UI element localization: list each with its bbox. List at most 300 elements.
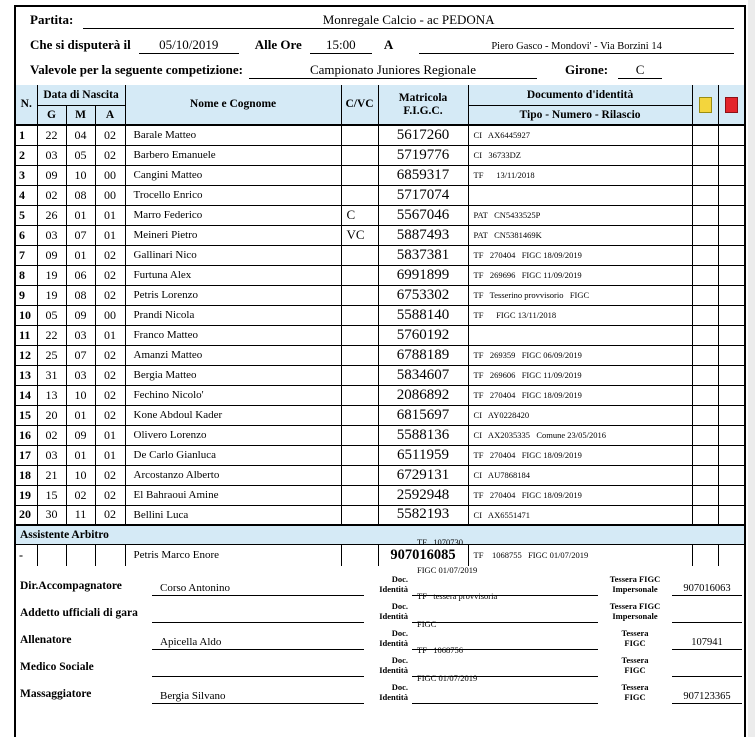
player-matricola: 6991899 bbox=[378, 265, 468, 285]
player-number: 3 bbox=[16, 165, 37, 185]
player-document: CI AX2035335 Comune 23/05/2016 bbox=[468, 425, 692, 445]
staff-doc-label-line1: Doc. bbox=[391, 574, 408, 585]
staff-tessera-label-line2: FIGC bbox=[624, 664, 646, 675]
col-header-day: G bbox=[37, 105, 66, 125]
player-row bbox=[16, 185, 744, 205]
assistant-section-row bbox=[16, 525, 744, 544]
player-row bbox=[16, 405, 744, 425]
player-yellow-card-cell bbox=[692, 185, 718, 205]
staff-tessera-label-line2: Impersonale bbox=[612, 583, 658, 594]
staff-role-label: Dir.Accompagnatore bbox=[20, 580, 122, 592]
player-document: CI AX6445927 bbox=[468, 125, 692, 145]
staff-tessera-field: 907123365 bbox=[672, 691, 742, 704]
player-captain-flag bbox=[341, 505, 378, 525]
player-number: 4 bbox=[16, 185, 37, 205]
player-red-card-cell bbox=[718, 505, 744, 525]
player-name: Bellini Luca bbox=[125, 505, 341, 525]
player-birth-year: 02 bbox=[95, 125, 125, 145]
player-birth-year: 01 bbox=[95, 325, 125, 345]
player-birth-year: 02 bbox=[95, 145, 125, 165]
player-red-card-cell bbox=[718, 345, 744, 365]
player-document: TF 13/11/2018 bbox=[468, 165, 692, 185]
player-document: CI AU7868184 bbox=[468, 465, 692, 485]
assistant-red-card-cell bbox=[718, 544, 744, 566]
staff-name-field: Apicella Aldo bbox=[152, 636, 364, 650]
player-row bbox=[16, 385, 744, 405]
staff-doc-label bbox=[364, 683, 412, 704]
player-number: 11 bbox=[16, 325, 37, 345]
player-captain-flag bbox=[341, 305, 378, 325]
player-birth-day: 31 bbox=[37, 365, 66, 385]
player-birth-year: 02 bbox=[95, 245, 125, 265]
player-birth-month: 02 bbox=[66, 485, 95, 505]
player-name: Barale Matteo bbox=[125, 125, 341, 145]
col-header-number: N. bbox=[16, 85, 37, 125]
player-red-card-cell bbox=[718, 365, 744, 385]
player-row bbox=[16, 205, 744, 225]
player-row bbox=[16, 265, 744, 285]
col-header-name: Nome e Cognome bbox=[125, 85, 341, 125]
player-birth-day: 30 bbox=[37, 505, 66, 525]
player-birth-month: 09 bbox=[66, 425, 95, 445]
player-red-card-cell bbox=[718, 225, 744, 245]
staff-doc-value-line2: FIGC 01/07/2019 bbox=[417, 564, 478, 575]
staff-tessera-label bbox=[598, 656, 672, 677]
player-number: 15 bbox=[16, 405, 37, 425]
player-matricola: 2592948 bbox=[378, 485, 468, 505]
player-birth-month: 06 bbox=[66, 265, 95, 285]
player-matricola: 6815697 bbox=[378, 405, 468, 425]
player-red-card-cell bbox=[718, 145, 744, 165]
col-header-captain: C/VC bbox=[341, 85, 378, 125]
player-birth-year: 02 bbox=[95, 505, 125, 525]
player-birth-day: 20 bbox=[37, 405, 66, 425]
at-label: A bbox=[383, 37, 394, 52]
player-birth-year: 02 bbox=[95, 485, 125, 505]
time-value: 15:00 bbox=[310, 37, 372, 54]
player-birth-year: 02 bbox=[95, 385, 125, 405]
matricola-header-line2: F.I.G.C. bbox=[403, 104, 443, 117]
player-matricola: 5588140 bbox=[378, 305, 468, 325]
staff-name-field: Corso Antonino bbox=[152, 582, 364, 596]
player-row bbox=[16, 245, 744, 265]
staff-tessera-label bbox=[598, 629, 672, 650]
player-birth-day: 03 bbox=[37, 445, 66, 465]
staff-name-field bbox=[152, 609, 364, 623]
player-name: De Carlo Gianluca bbox=[125, 445, 341, 465]
player-matricola: 6511959 bbox=[378, 445, 468, 465]
player-birth-month: 10 bbox=[66, 465, 95, 485]
player-birth-year: 02 bbox=[95, 285, 125, 305]
player-red-card-cell bbox=[718, 445, 744, 465]
staff-tessera-label-line1: Tessera bbox=[621, 628, 649, 639]
staff-name-field: Bergia Silvano bbox=[152, 690, 364, 704]
assistant-document: TF 1068755 FIGC 01/07/2019 bbox=[468, 544, 692, 566]
player-captain-flag bbox=[341, 385, 378, 405]
player-row bbox=[16, 465, 744, 485]
player-number: 10 bbox=[16, 305, 37, 325]
girone-label: Girone: bbox=[565, 62, 609, 77]
player-row bbox=[16, 325, 744, 345]
player-captain-flag bbox=[341, 345, 378, 365]
player-document: CI 36733DZ bbox=[468, 145, 692, 165]
assistant-yellow-card-cell bbox=[692, 544, 718, 566]
player-name: Fechino Nicolo' bbox=[125, 385, 341, 405]
player-birth-day: 21 bbox=[37, 465, 66, 485]
player-yellow-card-cell bbox=[692, 465, 718, 485]
player-yellow-card-cell bbox=[692, 365, 718, 385]
staff-tessera-label-line1: Tessera FIGC bbox=[609, 574, 661, 585]
staff-role-label: Addetto ufficiali di gara bbox=[20, 607, 138, 619]
assistant-birth-month bbox=[66, 544, 95, 566]
player-yellow-card-cell bbox=[692, 405, 718, 425]
player-yellow-card-cell bbox=[692, 165, 718, 185]
assistant-captain-flag bbox=[341, 544, 378, 566]
player-row bbox=[16, 365, 744, 385]
player-birth-year: 02 bbox=[95, 365, 125, 385]
player-captain-flag bbox=[341, 165, 378, 185]
player-birth-year: 02 bbox=[95, 345, 125, 365]
player-matricola: 5567046 bbox=[378, 205, 468, 225]
player-row bbox=[16, 145, 744, 165]
player-birth-month: 01 bbox=[66, 405, 95, 425]
player-document: TF 270404 FIGC 18/09/2019 bbox=[468, 445, 692, 465]
player-document: PAT CN5433525P bbox=[468, 205, 692, 225]
player-row bbox=[16, 445, 744, 465]
col-header-yellow-card bbox=[692, 85, 718, 125]
player-document: TF 269606 FIGC 11/09/2019 bbox=[468, 365, 692, 385]
player-yellow-card-cell bbox=[692, 505, 718, 525]
player-matricola: 6788189 bbox=[378, 345, 468, 365]
col-header-matricola bbox=[378, 85, 468, 125]
player-name: Franco Matteo bbox=[125, 325, 341, 345]
player-red-card-cell bbox=[718, 285, 744, 305]
staff-doc-value-line1: TF 1068756 bbox=[417, 644, 464, 655]
staff-tessera-label bbox=[598, 575, 672, 596]
player-document bbox=[468, 185, 692, 205]
player-matricola: 5837381 bbox=[378, 245, 468, 265]
staff-doc-field bbox=[412, 627, 598, 704]
player-number: 16 bbox=[16, 425, 37, 445]
assistant-number: - bbox=[16, 544, 37, 566]
player-row bbox=[16, 305, 744, 325]
player-matricola: 5717074 bbox=[378, 185, 468, 205]
player-document: TF 269359 FIGC 06/09/2019 bbox=[468, 345, 692, 365]
player-captain-flag bbox=[341, 245, 378, 265]
date-value: 05/10/2019 bbox=[139, 37, 239, 54]
player-yellow-card-cell bbox=[692, 445, 718, 465]
assistant-birth-day bbox=[37, 544, 66, 566]
player-document: TF 270404 FIGC 18/09/2019 bbox=[468, 245, 692, 265]
player-name: Olivero Lorenzo bbox=[125, 425, 341, 445]
player-name: Amanzi Matteo bbox=[125, 345, 341, 365]
player-captain-flag bbox=[341, 465, 378, 485]
player-birth-month: 03 bbox=[66, 325, 95, 345]
player-number: 18 bbox=[16, 465, 37, 485]
player-birth-day: 15 bbox=[37, 485, 66, 505]
staff-role-label: Massaggiatore bbox=[20, 688, 92, 700]
player-yellow-card-cell bbox=[692, 205, 718, 225]
staff-doc-value-line2: FIGC 01/07/2019 bbox=[417, 672, 478, 683]
player-red-card-cell bbox=[718, 205, 744, 225]
player-captain-flag bbox=[341, 485, 378, 505]
time-label: Alle Ore bbox=[254, 37, 302, 52]
staff-doc-label-line1: Doc. bbox=[391, 601, 408, 612]
player-number: 12 bbox=[16, 345, 37, 365]
player-yellow-card-cell bbox=[692, 225, 718, 245]
player-red-card-cell bbox=[718, 325, 744, 345]
staff-name-field bbox=[152, 663, 364, 677]
col-header-document: Documento d'identità bbox=[468, 85, 692, 105]
staff-tessera-label-line1: Tessera FIGC bbox=[609, 601, 661, 612]
player-name: Arcostanzo Alberto bbox=[125, 465, 341, 485]
staff-doc-label-line1: Doc. bbox=[391, 655, 408, 666]
player-name: Bergia Matteo bbox=[125, 365, 341, 385]
staff-doc-label bbox=[364, 629, 412, 650]
player-birth-year: 01 bbox=[95, 445, 125, 465]
staff-tessera-field bbox=[672, 610, 742, 623]
col-header-month: M bbox=[66, 105, 95, 125]
player-captain-flag bbox=[341, 445, 378, 465]
player-number: 5 bbox=[16, 205, 37, 225]
player-birth-month: 07 bbox=[66, 225, 95, 245]
player-row bbox=[16, 485, 744, 505]
player-red-card-cell bbox=[718, 265, 744, 285]
player-birth-year: 00 bbox=[95, 185, 125, 205]
player-matricola: 6859317 bbox=[378, 165, 468, 185]
competition-label: Valevole per la seguente competizione: bbox=[30, 62, 244, 77]
player-red-card-cell bbox=[718, 305, 744, 325]
player-matricola: 6753302 bbox=[378, 285, 468, 305]
staff-tessera-field: 907016063 bbox=[672, 583, 742, 596]
player-birth-day: 13 bbox=[37, 385, 66, 405]
partita-label: Partita: bbox=[30, 12, 74, 27]
staff-tessera-field: 107941 bbox=[672, 637, 742, 650]
staff-row bbox=[20, 596, 740, 623]
player-birth-day: 22 bbox=[37, 125, 66, 145]
col-header-document-sub: Tipo - Numero - Rilascio bbox=[468, 105, 692, 125]
player-matricola: 6729131 bbox=[378, 465, 468, 485]
staff-tessera-label-line2: Impersonale bbox=[612, 610, 658, 621]
assistant-matricola: 907016085 bbox=[378, 544, 468, 566]
match-roster-form bbox=[14, 5, 746, 737]
player-document: TF 269696 FIGC 11/09/2019 bbox=[468, 265, 692, 285]
player-birth-day: 19 bbox=[37, 285, 66, 305]
player-yellow-card-cell bbox=[692, 285, 718, 305]
col-header-birthdate: Data di Nascita bbox=[37, 85, 125, 105]
venue-value: Piero Gasco - Mondovi' - Via Borzini 14 bbox=[419, 41, 734, 54]
player-captain-flag bbox=[341, 145, 378, 165]
player-number: 20 bbox=[16, 505, 37, 525]
player-yellow-card-cell bbox=[692, 325, 718, 345]
player-matricola: 5834607 bbox=[378, 365, 468, 385]
player-row bbox=[16, 345, 744, 365]
player-birth-month: 05 bbox=[66, 145, 95, 165]
player-row bbox=[16, 125, 744, 145]
player-yellow-card-cell bbox=[692, 425, 718, 445]
player-matricola: 5887493 bbox=[378, 225, 468, 245]
staff-role-label: Allenatore bbox=[20, 634, 72, 646]
player-document: PAT CN5381469K bbox=[468, 225, 692, 245]
player-matricola: 5719776 bbox=[378, 145, 468, 165]
player-birth-year: 01 bbox=[95, 205, 125, 225]
matricola-header-line1: Matricola bbox=[398, 92, 448, 105]
player-birth-month: 01 bbox=[66, 445, 95, 465]
staff-doc-label-line2: Identità bbox=[379, 637, 408, 648]
staff-doc-value-line1: TF 1070730 bbox=[417, 536, 464, 547]
player-birth-day: 19 bbox=[37, 265, 66, 285]
player-birth-day: 03 bbox=[37, 145, 66, 165]
player-captain-flag bbox=[341, 425, 378, 445]
player-captain-flag bbox=[341, 265, 378, 285]
player-number: 14 bbox=[16, 385, 37, 405]
player-birth-month: 09 bbox=[66, 305, 95, 325]
player-captain-flag bbox=[341, 325, 378, 345]
roster-table-header bbox=[16, 85, 744, 125]
staff-tessera-label-line1: Tessera bbox=[621, 682, 649, 693]
page-edge bbox=[748, 0, 755, 737]
player-name: Cangini Matteo bbox=[125, 165, 341, 185]
player-number: 13 bbox=[16, 365, 37, 385]
player-number: 1 bbox=[16, 125, 37, 145]
player-number: 9 bbox=[16, 285, 37, 305]
player-yellow-card-cell bbox=[692, 145, 718, 165]
player-birth-month: 03 bbox=[66, 365, 95, 385]
staff-tessera-label-line1: Tessera bbox=[621, 655, 649, 666]
player-birth-month: 04 bbox=[66, 125, 95, 145]
staff-tessera-label bbox=[598, 602, 672, 623]
player-number: 19 bbox=[16, 485, 37, 505]
assistant-row bbox=[16, 544, 744, 566]
col-header-year: A bbox=[95, 105, 125, 125]
player-birth-day: 02 bbox=[37, 185, 66, 205]
player-row bbox=[16, 165, 744, 185]
player-birth-day: 09 bbox=[37, 245, 66, 265]
player-yellow-card-cell bbox=[692, 125, 718, 145]
player-birth-day: 05 bbox=[37, 305, 66, 325]
player-birth-month: 10 bbox=[66, 165, 95, 185]
assistant-birth-year bbox=[95, 544, 125, 566]
date-time-venue-line bbox=[30, 37, 734, 62]
player-name: Furtuna Alex bbox=[125, 265, 341, 285]
player-red-card-cell bbox=[718, 165, 744, 185]
player-red-card-cell bbox=[718, 185, 744, 205]
player-number: 8 bbox=[16, 265, 37, 285]
girone-value: C bbox=[618, 62, 662, 79]
player-document bbox=[468, 325, 692, 345]
player-red-card-cell bbox=[718, 465, 744, 485]
player-number: 17 bbox=[16, 445, 37, 465]
player-birth-year: 01 bbox=[95, 425, 125, 445]
player-birth-month: 11 bbox=[66, 505, 95, 525]
staff-doc-value-line2: FIGC bbox=[417, 618, 437, 629]
player-matricola: 5588136 bbox=[378, 425, 468, 445]
player-birth-month: 08 bbox=[66, 285, 95, 305]
player-document: TF Tesserino provvisorio FIGC bbox=[468, 285, 692, 305]
player-red-card-cell bbox=[718, 125, 744, 145]
staff-tessera-label-line2: FIGC bbox=[624, 637, 646, 648]
player-yellow-card-cell bbox=[692, 485, 718, 505]
staff-doc-label-line2: Identità bbox=[379, 664, 408, 675]
player-name: Prandi Nicola bbox=[125, 305, 341, 325]
player-matricola: 5760192 bbox=[378, 325, 468, 345]
player-name: Petris Lorenzo bbox=[125, 285, 341, 305]
player-row bbox=[16, 425, 744, 445]
player-birth-day: 26 bbox=[37, 205, 66, 225]
player-birth-day: 25 bbox=[37, 345, 66, 365]
assistant-section-label: Assistente Arbitro bbox=[16, 525, 744, 544]
player-number: 6 bbox=[16, 225, 37, 245]
staff-role-label: Medico Sociale bbox=[20, 661, 94, 673]
player-birth-month: 08 bbox=[66, 185, 95, 205]
red-card-icon bbox=[725, 97, 738, 113]
player-name: Barbero Emanuele bbox=[125, 145, 341, 165]
player-name: Trocello Enrico bbox=[125, 185, 341, 205]
player-row bbox=[16, 225, 744, 245]
player-matricola: 2086892 bbox=[378, 385, 468, 405]
player-document: CI AX6551471 bbox=[468, 505, 692, 525]
player-captain-flag bbox=[341, 285, 378, 305]
form-header bbox=[16, 7, 744, 85]
player-name: Gallinari Nico bbox=[125, 245, 341, 265]
player-birth-day: 03 bbox=[37, 225, 66, 245]
partita-value: Monregale Calcio - ac PEDONA bbox=[83, 12, 734, 29]
player-name: El Bahraoui Amine bbox=[125, 485, 341, 505]
player-document: CI AY0228420 bbox=[468, 405, 692, 425]
staff-doc-label-line2: Identità bbox=[379, 610, 408, 621]
player-birth-month: 01 bbox=[66, 245, 95, 265]
staff-tessera-field bbox=[672, 664, 742, 677]
player-matricola: 5582193 bbox=[378, 505, 468, 525]
player-birth-year: 01 bbox=[95, 225, 125, 245]
staff-doc-label-line1: Doc. bbox=[391, 682, 408, 693]
competition-line bbox=[30, 62, 734, 87]
match-line bbox=[30, 12, 734, 37]
player-document: TF FIGC 13/11/2018 bbox=[468, 305, 692, 325]
player-birth-month: 07 bbox=[66, 345, 95, 365]
player-captain-flag: C bbox=[341, 205, 378, 225]
player-document: TF 270404 FIGC 18/09/2019 bbox=[468, 385, 692, 405]
competition-value: Campionato Juniores Regionale bbox=[249, 62, 537, 79]
player-row bbox=[16, 505, 744, 525]
yellow-card-icon bbox=[699, 97, 712, 113]
player-yellow-card-cell bbox=[692, 305, 718, 325]
staff-tessera-label-line2: FIGC bbox=[624, 691, 646, 702]
col-header-red-card bbox=[718, 85, 744, 125]
player-birth-year: 00 bbox=[95, 305, 125, 325]
player-red-card-cell bbox=[718, 405, 744, 425]
player-yellow-card-cell bbox=[692, 385, 718, 405]
staff-doc-label bbox=[364, 575, 412, 596]
staff-doc-label bbox=[364, 656, 412, 677]
player-birth-month: 10 bbox=[66, 385, 95, 405]
player-captain-flag bbox=[341, 185, 378, 205]
player-red-card-cell bbox=[718, 425, 744, 445]
player-captain-flag bbox=[341, 125, 378, 145]
assistant-name: Petris Marco Enore bbox=[125, 544, 341, 566]
player-captain-flag: VC bbox=[341, 225, 378, 245]
staff-doc-label-line2: Identità bbox=[379, 691, 408, 702]
player-captain-flag bbox=[341, 365, 378, 385]
player-name: Meineri Pietro bbox=[125, 225, 341, 245]
player-red-card-cell bbox=[718, 385, 744, 405]
staff-doc-label-line2: Identità bbox=[379, 583, 408, 594]
staff-doc-label-line1: Doc. bbox=[391, 628, 408, 639]
player-birth-year: 02 bbox=[95, 405, 125, 425]
player-birth-day: 09 bbox=[37, 165, 66, 185]
staff-doc-value-line1: TF tessera provvisoria bbox=[417, 590, 498, 601]
staff-tessera-label bbox=[598, 683, 672, 704]
